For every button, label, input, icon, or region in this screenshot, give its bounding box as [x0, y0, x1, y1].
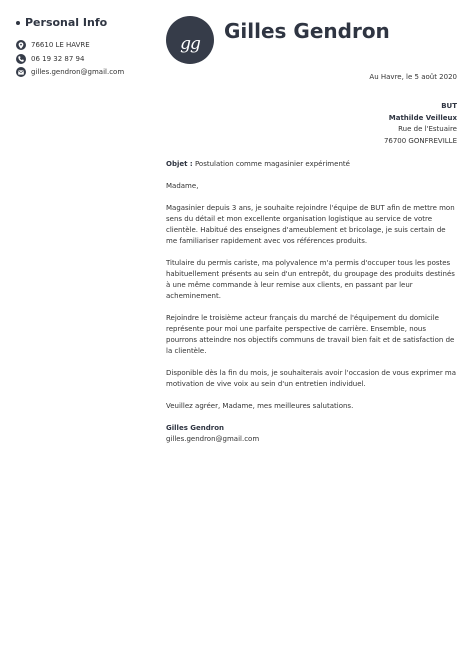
email-icon [16, 67, 26, 77]
signature-email[interactable]: gilles.gendron@gmail.com [166, 435, 260, 443]
personal-info-heading [16, 16, 156, 29]
last-name: Gendron [293, 19, 390, 43]
recipient-name: Mathilde Veilleux [388, 113, 457, 122]
address-text: 76610 LE HAVRE [31, 41, 90, 49]
email-text[interactable]: gilles.gendron@gmail.com [31, 68, 125, 76]
subject-label: Objet : [166, 160, 193, 168]
sidebar [16, 16, 156, 79]
contact-email[interactable] [16, 65, 156, 79]
contact-address [16, 38, 156, 52]
recipient-company: BUT [441, 102, 457, 110]
phone-icon [16, 54, 26, 64]
avatar-initials: gg [180, 34, 200, 54]
recipient-block [384, 101, 457, 147]
letter-date: Au Havre, le 5 août 2020 [369, 73, 457, 81]
recipient-street: Rue de l'Estuaire [398, 125, 457, 133]
letter-paragraph: Disponible dès la fin du mois, je souhaiterais avoir l'occasion de vous exprimer ma motivation de vive voix au sein d'un entretien individuel. [166, 369, 457, 388]
letter-greeting: Madame, [166, 182, 199, 190]
letter-paragraph: Titulaire du permis cariste, ma polyvalence m'a permis d'occuper tous les postes habituellement présents au sein d'un entrepôt, du groupage des produits destinés à une même commande à leur remise aux clients, en passant par leur acheminement. [166, 259, 455, 300]
applicant-name [224, 19, 390, 43]
personal-info-title: Personal Info [25, 16, 108, 29]
location-icon [16, 40, 26, 50]
avatar [166, 16, 214, 64]
first-name: Gilles [224, 19, 287, 43]
signature-name: Gilles Gendron [166, 424, 225, 432]
letter-paragraph: Rejoindre le troisième acteur français du marché de l'équipement du domicile représente pour moi une parfaite perspective de carrière. Ensemble, nous pourrons atteindre nos objectifs communs de travail bien fait et de satisfaction de la clientèle. [166, 314, 455, 355]
bullet-icon [16, 21, 20, 25]
letter-paragraph: Magasinier depuis 3 ans, je souhaite rejoindre l'équipe de BUT afin de mettre mon sens du détail et mon excellente organisation logistique au service de votre clientèle. Habitué des enseignes d'ameublement et bricolage, je suis certain de me familiariser rapidement avec vos références produits. [166, 204, 455, 245]
letter-closing: Veuillez agréer, Madame, mes meilleures salutations. [166, 402, 354, 410]
phone-text: 06 19 32 87 94 [31, 54, 85, 63]
contact-phone [16, 52, 156, 66]
recipient-city: 76700 GONFREVILLE [383, 136, 457, 145]
subject-text: Postulation comme magasinier expérimenté [194, 160, 350, 168]
letter-body [166, 159, 457, 445]
letter-subject [166, 159, 457, 170]
